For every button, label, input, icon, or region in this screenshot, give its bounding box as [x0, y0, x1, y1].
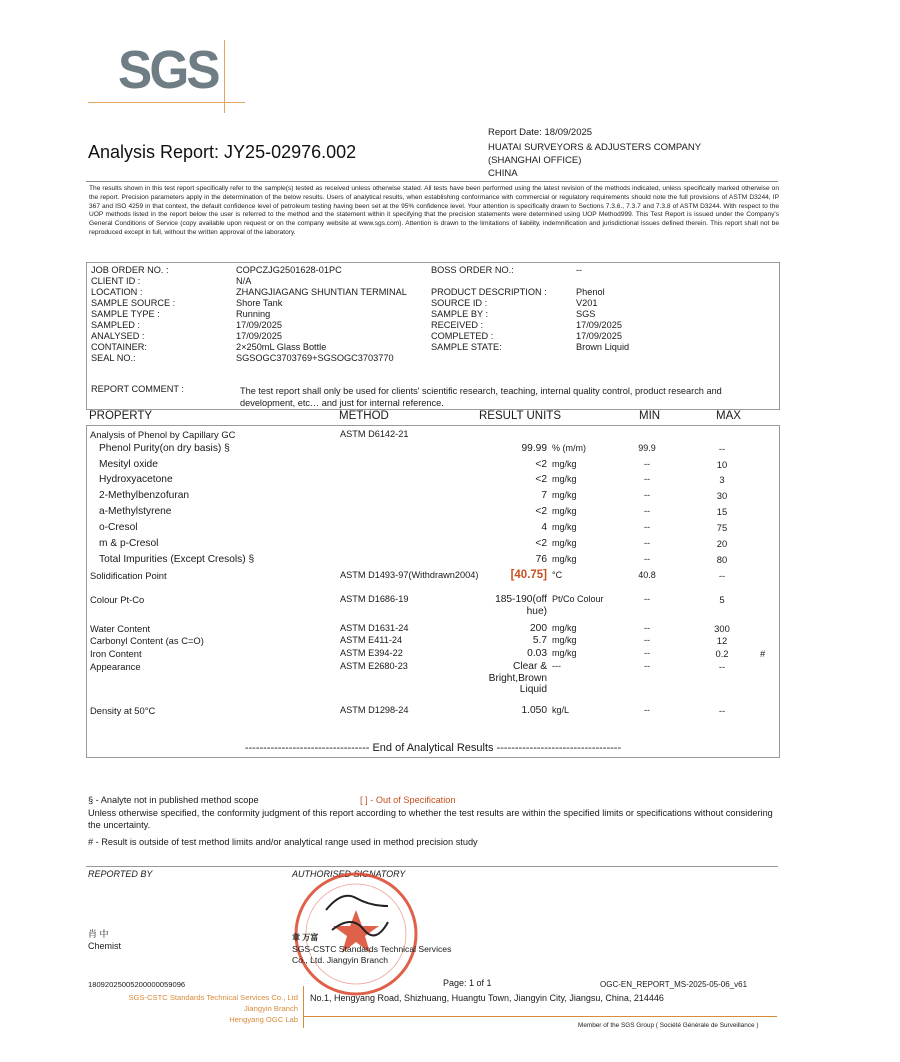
- row-method: ASTM D1493-97(Withdrawn2004): [340, 570, 479, 580]
- info-label: SAMPLE BY :: [431, 309, 489, 319]
- row-method: ASTM E394-22: [340, 648, 403, 658]
- info-label: SAMPLE SOURCE :: [91, 298, 176, 308]
- row-method: ASTM E2680-23: [340, 661, 408, 671]
- row-result: <2: [535, 474, 547, 485]
- row-unit: kg/L: [552, 705, 570, 715]
- info-value: COPCZJG2501628-01PC: [236, 265, 342, 275]
- row-unit: mg/kg: [552, 459, 577, 469]
- row-max: 5: [719, 594, 725, 605]
- info-label: SEAL NO.:: [91, 353, 136, 363]
- row-min: --: [644, 459, 650, 469]
- col-header-result-units: RESULT UNITS: [479, 410, 562, 422]
- sgs-logo: [118, 40, 228, 100]
- signature-divider: [86, 866, 778, 867]
- row-unit: mg/kg: [552, 490, 577, 500]
- client-address: [488, 141, 701, 180]
- row-property: Iron Content: [90, 648, 142, 659]
- branch-line: Hengyang OGC Lab: [229, 1015, 298, 1024]
- row-method: ASTM E411-24: [340, 635, 403, 645]
- client-line: (SHANGHAI OFFICE): [488, 155, 582, 166]
- end-of-results: ---------------------------------- End of Analytical Results ----------------------------------: [244, 742, 622, 754]
- info-value: --: [576, 265, 583, 275]
- row-min: --: [644, 623, 650, 633]
- logo-rule-vertical: [224, 40, 225, 113]
- row-min: --: [644, 522, 650, 532]
- row-max: 10: [716, 459, 728, 470]
- row-result: 7: [541, 490, 547, 501]
- report-comment-label: REPORT COMMENT :: [91, 384, 184, 394]
- row-unit: °C: [552, 570, 563, 580]
- footer-rule-vertical: [303, 986, 304, 1028]
- info-value: ZHANGJIAGANG SHUNTIAN TERMINAL: [236, 287, 407, 297]
- results-table: [86, 425, 780, 758]
- row-unit: % (m/m): [552, 443, 586, 453]
- lab-address: No.1, Hengyang Road, Shizhuang, Huangtu Town, Jiangyin City, Jiangsu, China, 214446: [310, 993, 664, 1003]
- lab-branch: [88, 992, 298, 1025]
- chemist-name: 肖 中: [88, 929, 109, 939]
- row-unit: ---: [552, 661, 561, 671]
- logo-rule-horizontal: [88, 102, 245, 103]
- row-result: 4: [541, 522, 547, 533]
- row-flag: #: [760, 648, 766, 659]
- row-method: ASTM D1686-19: [340, 594, 409, 604]
- info-value: SGSOGC3703769+SGSOGC3703770: [236, 353, 394, 363]
- row-min: --: [644, 490, 650, 500]
- signatory-branch: Co., Ltd. Jiangyin Branch: [292, 955, 389, 966]
- signatory-block: [292, 932, 451, 967]
- report-title: Analysis Report: JY25-02976.002: [88, 142, 357, 162]
- info-label: ANALYSED :: [91, 331, 145, 341]
- row-unit: Pt/Co Colour: [552, 594, 604, 604]
- branch-line: Jiangyin Branch: [243, 1004, 298, 1013]
- row-max: --: [718, 570, 726, 581]
- row-property: 2-Methylbenzofuran: [99, 490, 190, 501]
- info-label: SAMPLE STATE:: [431, 342, 502, 352]
- row-max: 3: [719, 474, 725, 485]
- row-max: 75: [716, 522, 728, 533]
- signatory-name: 章 万富: [292, 933, 319, 942]
- row-min: --: [644, 538, 650, 548]
- row-property: Hydroxyacetone: [99, 474, 173, 485]
- row-result: <2: [535, 459, 547, 470]
- row-max: --: [718, 443, 726, 454]
- row-min: 99.9: [638, 443, 656, 453]
- row-min: --: [644, 705, 650, 715]
- row-min: --: [644, 635, 650, 645]
- disclaimer-text: The results shown in this test report specifically refer to the sample(s) tested as received unless otherwise stated. All tests have been performed using the latest revision of the methods indicated, unless specifically marked otherwise on the report. Precision parameters apply in the determination of the below results. Users of analytical results, when establishing conformance with commercial or regulatory requirements should note the full provisions of ASTM D3244, IP 367 and ISO 4259 in that context, the default confidence level of petroleum testing having been set at the 95% confidence level. Your attention is specifically drawn to Sections 7.3.6., 7.3.7 and 7.3.8 of ASTM D3244. With respect to the UOP methods listed in the report below the user is referred to the method and the statement within it specifying that the precision statements were determined using UOP Method999. This Test Report is issued under the Company's General Conditions of Service (copy available upon request or on the company website at www.sgs.com). Attention is drawn to the limitations of liability, indemnification and jurisdictional issues defined therein. This report shall not be reproduced except in full, without the written approval of the laboratory.: [89, 185, 779, 236]
- info-label: SAMPLE TYPE :: [91, 309, 160, 319]
- notes: [88, 794, 788, 849]
- row-method: ASTM D1298-24: [340, 705, 409, 715]
- row-min: --: [644, 506, 650, 516]
- info-label: PRODUCT DESCRIPTION :: [431, 287, 547, 297]
- client-line: CHINA: [488, 168, 518, 179]
- row-property: Water Content: [90, 623, 151, 634]
- chemist-title: Chemist: [88, 941, 122, 951]
- row-unit: mg/kg: [552, 648, 577, 658]
- info-label: JOB ORDER NO. :: [91, 265, 169, 275]
- row-unit: mg/kg: [552, 623, 577, 633]
- row-result: 200: [530, 623, 547, 634]
- info-value: Phenol: [576, 287, 605, 297]
- info-label: LOCATION :: [91, 287, 143, 297]
- row-result: 76: [535, 554, 547, 565]
- row-property: Solidification Point: [90, 570, 167, 581]
- authorised-signatory-label: AUTHORISED SIGNATORY: [292, 869, 406, 879]
- row-min: --: [644, 554, 650, 564]
- row-property: Analysis of Phenol by Capillary GC: [90, 429, 236, 440]
- document-number: 18092025005200000059096: [88, 980, 186, 989]
- row-result: 99.99: [521, 443, 547, 454]
- row-unit: mg/kg: [552, 522, 577, 532]
- info-label: CLIENT ID :: [91, 276, 141, 286]
- row-property: Appearance: [90, 661, 141, 672]
- header-divider: [86, 181, 778, 182]
- row-result: <2: [535, 538, 547, 549]
- results-header: [86, 409, 778, 425]
- row-property: o-Cresol: [99, 522, 138, 533]
- row-property: a-Methylstyrene: [99, 506, 172, 517]
- row-result: 0.03: [527, 648, 547, 659]
- report-date: Report Date: 18/09/2025: [488, 127, 593, 138]
- info-value: 17/09/2025: [236, 320, 282, 330]
- footer-rule-horizontal: [303, 1016, 777, 1017]
- info-value: V201: [576, 298, 598, 308]
- note-conformity: Unless otherwise specified, the conformity judgment of this report according to whether the test results are within the specified limits or specifications without considering the uncertainty.: [88, 808, 773, 830]
- row-max: 0.2: [715, 648, 729, 659]
- note-out-of-spec: [ ] - Out of Specification: [360, 795, 456, 805]
- page-number: Page: 1 of 1: [443, 978, 492, 988]
- chemist-block: [88, 928, 121, 952]
- template-id: OGC-EN_REPORT_MS-2025-05-06_v61: [600, 980, 748, 989]
- note-hash: # - Result is outside of test method limits and/or analytical range used in method precision study: [88, 837, 478, 847]
- row-min: --: [644, 661, 650, 671]
- row-max: 12: [716, 635, 728, 646]
- row-unit: mg/kg: [552, 474, 577, 484]
- row-min: --: [644, 648, 650, 658]
- row-result: Clear & Bright,Brown Liquid: [488, 661, 547, 695]
- info-value: 2×250mL Glass Bottle: [236, 342, 327, 352]
- info-label: CONTAINER:: [91, 342, 147, 352]
- row-method: ASTM D1631-24: [340, 623, 409, 633]
- row-max: --: [718, 705, 726, 716]
- reported-by-label: REPORTED BY: [88, 869, 153, 879]
- row-unit: mg/kg: [552, 506, 577, 516]
- col-header-property: PROPERTY: [89, 410, 153, 422]
- row-property: Mesityl oxide: [99, 459, 158, 470]
- row-result: 185-190(off hue): [495, 594, 547, 617]
- row-property: m & p-Cresol: [99, 538, 159, 549]
- branch-line: SGS-CSTC Standards Technical Services Co., Ltd: [128, 993, 298, 1002]
- info-value: SGS: [576, 309, 596, 319]
- col-header-min: MIN: [639, 410, 661, 422]
- info-value: 17/09/2025: [576, 320, 622, 330]
- row-property: Total Impurities (Except Cresols) §: [99, 554, 255, 565]
- row-max: 20: [716, 538, 728, 549]
- row-result: <2: [535, 506, 547, 517]
- note-section-symbol: § - Analyte not in published method scope: [88, 795, 259, 805]
- row-result: [40.75]: [510, 569, 547, 581]
- row-max: 80: [716, 554, 728, 565]
- info-value: Brown Liquid: [576, 342, 630, 352]
- row-result: 5.7: [532, 635, 547, 646]
- report-comment: The test report shall only be used for clients' scientific research, teaching, internal quality control, product research and development, etc… and just for internal reference.: [240, 386, 722, 408]
- row-property: Phenol Purity(on dry basis) §: [99, 443, 230, 454]
- info-value: 17/09/2025: [576, 331, 622, 341]
- row-property: Density at 50°C: [90, 705, 156, 716]
- client-line: HUATAI SURVEYORS & ADJUSTERS COMPANY: [488, 142, 702, 153]
- row-unit: mg/kg: [552, 635, 577, 645]
- row-max: 300: [714, 623, 730, 634]
- info-label: SOURCE ID :: [431, 298, 488, 308]
- info-value: Shore Tank: [236, 298, 283, 308]
- row-min: --: [644, 474, 650, 484]
- info-value: 17/09/2025: [236, 331, 282, 341]
- row-unit: mg/kg: [552, 554, 577, 564]
- row-result: 1.050: [521, 705, 547, 716]
- sgs-member-note: Member of the SGS Group ( Société Générale de Surveillance ): [578, 1022, 759, 1029]
- info-value: Running: [236, 309, 271, 319]
- row-max: --: [718, 661, 726, 672]
- info-label: BOSS ORDER NO.:: [431, 265, 514, 275]
- row-unit: mg/kg: [552, 538, 577, 548]
- row-property: Colour Pt-Co: [90, 594, 145, 605]
- row-min: --: [644, 594, 650, 604]
- info-label: RECEIVED :: [431, 320, 484, 330]
- logo-text: SGS: [118, 40, 218, 100]
- row-min: 40.8: [638, 570, 656, 580]
- signatory-company: SGS-CSTC Standards Technical Services: [292, 943, 452, 954]
- info-value: N/A: [236, 276, 252, 286]
- row-max: 30: [716, 490, 728, 501]
- sample-info-box: [86, 262, 780, 410]
- info-label: SAMPLED :: [91, 320, 141, 330]
- row-method: ASTM D6142-21: [340, 429, 409, 439]
- row-max: 15: [716, 506, 728, 517]
- info-label: COMPLETED :: [431, 331, 494, 341]
- col-header-max: MAX: [716, 410, 741, 422]
- col-header-method: METHOD: [339, 410, 389, 422]
- row-property: Carbonyl Content (as C=O): [90, 635, 204, 646]
